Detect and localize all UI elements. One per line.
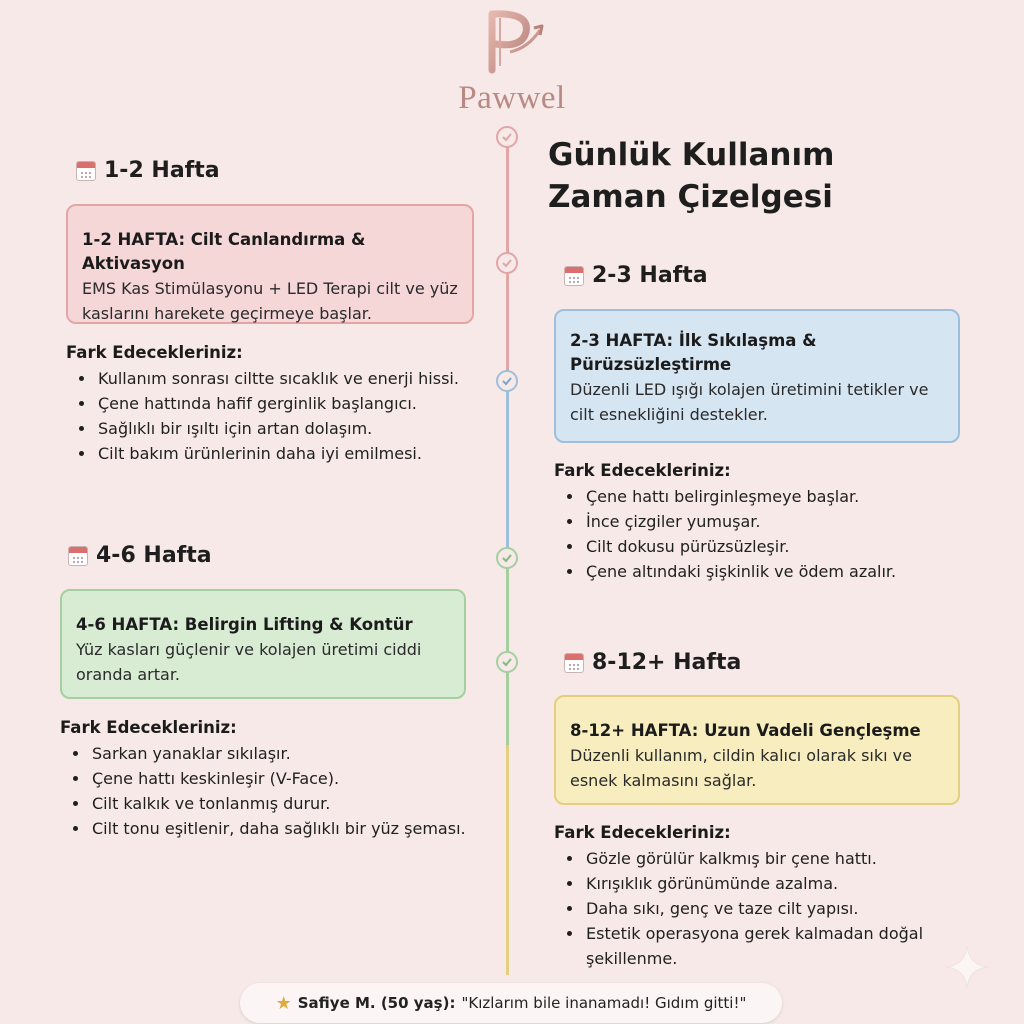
notice-block (554, 823, 974, 971)
testimonial-author: Safiye M. (50 yaş): (297, 994, 456, 1012)
notice-block (60, 718, 480, 841)
phase-card-body: Düzenli LED ışığı kolajen üretimini tetikler ve cilt esnekliğini destekler. (570, 380, 929, 424)
list-item: • Çene altındaki şişkinlik ve ödem azalır. (584, 559, 974, 584)
week-heading-label: 2-3 Hafta (592, 263, 708, 288)
page-title-line1: Günlük Kullanım (548, 137, 835, 173)
week-heading-label: 8-12+ Hafta (592, 650, 742, 675)
list-item: • Estetik operasyona gerek kalmadan doğal şekillenme. (584, 921, 974, 971)
phase-card-body: EMS Kas Stimülasyonu + LED Terapi cilt ve yüz kaslarını harekete geçirmeye başlar. (82, 279, 458, 323)
list-item: • Sağlıklı bir ışıltı için artan dolaşım. (96, 416, 486, 441)
timeline-check-icon (496, 651, 518, 673)
week-heading (564, 650, 741, 675)
week-heading (76, 158, 220, 183)
notice-list (554, 484, 974, 584)
sparkle-icon (944, 944, 990, 990)
list-item: • Sarkan yanaklar sıkılaşır. (90, 741, 480, 766)
week-heading (564, 263, 708, 288)
calendar-icon (564, 266, 584, 286)
calendar-icon (76, 161, 96, 181)
notice-title: Fark Edecekleriniz: (554, 823, 731, 842)
list-item: • Gözle görülür kalkmış bir çene hattı. (584, 846, 974, 871)
week-heading (68, 543, 212, 568)
list-item: • İnce çizgiler yumuşar. (584, 509, 974, 534)
page-title (548, 134, 878, 218)
page-title-line2: Zaman Çizelgesi (548, 179, 833, 215)
phase-card-body: Düzenli kullanım, cildin kalıcı olarak sıkı ve esnek kalmasını sağlar. (570, 746, 912, 790)
testimonial-quote: "Kızlarım bile inanamadı! Gıdım gitti!" (461, 994, 747, 1012)
list-item: • Çene hattında hafif gerginlik başlangıcı. (96, 391, 486, 416)
notice-list (60, 741, 480, 841)
timeline-check-icon (496, 370, 518, 392)
phase-card-title: 4-6 HAFTA: Belirgin Lifting & Kontür (76, 615, 413, 634)
notice-title: Fark Edecekleriniz: (554, 461, 731, 480)
phase-card-title: 2-3 HAFTA: İlk Sıkılaşma & Pürüzsüzleştirme (570, 331, 817, 374)
brand-name: Pawwel (458, 80, 566, 116)
list-item: • Cilt tonu eşitlenir, daha sağlıklı bir yüz şeması. (90, 816, 480, 841)
testimonial-bar (240, 983, 782, 1023)
phase-card (66, 204, 474, 324)
notice-list (554, 846, 974, 971)
pawwel-logo-icon (470, 8, 550, 80)
timeline-check-icon (496, 252, 518, 274)
list-item: • Daha sıkı, genç ve taze cilt yapısı. (584, 896, 974, 921)
calendar-icon (68, 546, 88, 566)
timeline-check-icon (496, 126, 518, 148)
list-item: • Çene hattı belirginleşmeye başlar. (584, 484, 974, 509)
notice-block (66, 343, 486, 466)
list-item: • Cilt bakım ürünlerinin daha iyi emilmesi. (96, 441, 486, 466)
week-heading-label: 1-2 Hafta (104, 158, 220, 183)
list-item: • Cilt dokusu pürüzsüzleşir. (584, 534, 974, 559)
calendar-icon (564, 653, 584, 673)
timeline-check-icon (496, 547, 518, 569)
phase-card (554, 695, 960, 805)
star-icon: ★ (275, 992, 292, 1014)
week-heading-label: 4-6 Hafta (96, 543, 212, 568)
phase-card-body: Yüz kasları güçlenir ve kolajen üretimi ciddi oranda artar. (76, 640, 422, 684)
phase-card-title: 8-12+ HAFTA: Uzun Vadeli Gençleşme (570, 721, 921, 740)
phase-card (554, 309, 960, 443)
notice-list (66, 366, 486, 466)
list-item: • Kırışıklık görünümünde azalma. (584, 871, 974, 896)
list-item: • Cilt kalkık ve tonlanmış durur. (90, 791, 480, 816)
list-item: • Çene hattı keskinleşir (V-Face). (90, 766, 480, 791)
list-item: • Kullanım sonrası ciltte sıcaklık ve enerji hissi. (96, 366, 486, 391)
notice-title: Fark Edecekleriniz: (60, 718, 237, 737)
phase-card (60, 589, 466, 699)
phase-card-title: 1-2 HAFTA: Cilt Canlandırma & Aktivasyon (82, 230, 366, 273)
notice-block (554, 461, 974, 584)
notice-title: Fark Edecekleriniz: (66, 343, 243, 362)
